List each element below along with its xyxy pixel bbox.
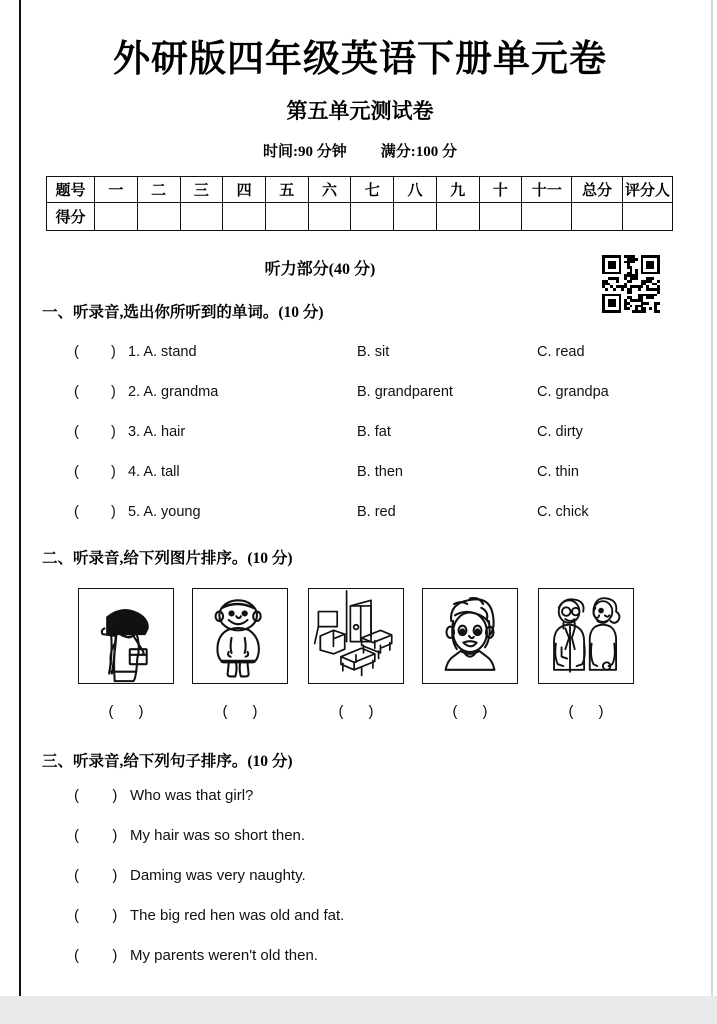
- score-table: [46, 176, 673, 231]
- question-1-option-row: [0, 464, 717, 486]
- score-table-score-label: 得分: [47, 203, 95, 231]
- option-c[interactable]: C. thin: [537, 464, 579, 480]
- girl-with-cap-and-bag-picture: [78, 588, 174, 684]
- question-2-answer-blanks: [0, 703, 717, 725]
- question-2-answer-blank[interactable]: ( ): [222, 703, 258, 720]
- answer-blank[interactable]: ( ): [74, 384, 116, 400]
- question-3-sentence-row: [0, 827, 717, 849]
- score-table-score-row: [47, 203, 673, 231]
- option-a[interactable]: 4. A. tall: [128, 464, 180, 480]
- score-table-header-row: [47, 177, 673, 203]
- option-c[interactable]: C. grandpa: [537, 384, 609, 400]
- sentence-text: My hair was so short then.: [130, 827, 306, 844]
- question-3-sentence-row: [0, 947, 717, 969]
- qr-module: [657, 310, 660, 313]
- score-table-score-cell[interactable]: [223, 203, 266, 231]
- answer-blank[interactable]: ( ): [74, 787, 118, 804]
- page-title: 外研版四年级英语下册单元卷: [113, 39, 607, 80]
- question-2-heading: 二、听录音,给下列图片排序。(10 分): [42, 550, 293, 567]
- answer-blank[interactable]: ( ): [74, 867, 118, 884]
- chubby-boy-picture: [192, 588, 288, 684]
- paper-meta: [40, 140, 680, 161]
- score-table-col-header: 十: [479, 177, 522, 203]
- page-subtitle: 第五单元测试卷: [286, 99, 434, 123]
- score-table-col-header: 十一: [522, 177, 572, 203]
- score-table-score-cell[interactable]: [308, 203, 351, 231]
- score-table-col-header: 一: [95, 177, 138, 203]
- question-1-heading: 一、听录音,选出你所听到的单词。(10 分): [42, 304, 324, 321]
- listening-part-banner: 听力部分(40 分): [264, 261, 376, 278]
- score-table-col-header: 三: [180, 177, 223, 203]
- total-score-label: 满分:100 分: [380, 144, 457, 160]
- question-2-answer-blank[interactable]: ( ): [568, 703, 604, 720]
- sentence-text: Who was that girl?: [130, 787, 254, 804]
- classroom-with-desks-picture: [308, 588, 404, 684]
- sentence-text: My parents weren't old then.: [130, 947, 318, 964]
- option-c[interactable]: C. read: [537, 344, 585, 360]
- score-table-score-cell[interactable]: [351, 203, 394, 231]
- question-2-answer-blank[interactable]: ( ): [338, 703, 374, 720]
- score-table-col-header: 四: [223, 177, 266, 203]
- score-table-score-cell[interactable]: [522, 203, 572, 231]
- question-1-option-row: [0, 424, 717, 446]
- score-table-score-cell[interactable]: [394, 203, 437, 231]
- score-table-score-cell[interactable]: [436, 203, 479, 231]
- answer-blank[interactable]: ( ): [74, 464, 116, 480]
- option-b[interactable]: B. grandparent: [357, 384, 453, 400]
- option-a[interactable]: 1. A. stand: [128, 344, 197, 360]
- question-3-sentence-row: [0, 787, 717, 809]
- score-table-score-cell[interactable]: [622, 203, 672, 231]
- two-adults-standing-picture: [538, 588, 634, 684]
- option-a[interactable]: 2. A. grandma: [128, 384, 219, 400]
- score-table-row-label: 题号: [47, 177, 95, 203]
- sentence-text: Daming was very naughty.: [130, 867, 306, 884]
- question-2-answer-blank[interactable]: ( ): [452, 703, 488, 720]
- score-table-score-cell[interactable]: [137, 203, 180, 231]
- qr-code-icon[interactable]: [602, 255, 660, 313]
- option-a[interactable]: 3. A. hair: [128, 424, 186, 440]
- score-table-score-cell[interactable]: [479, 203, 522, 231]
- score-table-col-header: 评分人: [622, 177, 672, 203]
- girl-face-curly-hair-picture: [422, 588, 518, 684]
- question-1-option-row: [0, 344, 717, 366]
- score-table-col-header: 五: [265, 177, 308, 203]
- question-3-heading: 三、听录音,给下列句子排序。(10 分): [42, 753, 293, 770]
- answer-blank[interactable]: ( ): [74, 947, 118, 964]
- option-c[interactable]: C. chick: [537, 504, 589, 520]
- sentence-text: The big red hen was old and fat.: [130, 907, 345, 924]
- option-c[interactable]: C. dirty: [537, 424, 583, 440]
- answer-blank[interactable]: ( ): [74, 504, 116, 520]
- question-1-option-row: [0, 504, 717, 526]
- option-b[interactable]: B. fat: [357, 424, 391, 440]
- question-3-sentence-row: [0, 907, 717, 929]
- answer-blank[interactable]: ( ): [74, 344, 116, 360]
- score-table-score-cell[interactable]: [95, 203, 138, 231]
- option-b[interactable]: B. then: [357, 464, 403, 480]
- score-table-col-header: 七: [351, 177, 394, 203]
- score-table-col-header: 总分: [572, 177, 622, 203]
- answer-blank[interactable]: ( ): [74, 827, 118, 844]
- question-3-sentence-row: [0, 867, 717, 889]
- score-table-col-header: 八: [394, 177, 437, 203]
- question-2-picture-strip: [0, 588, 717, 688]
- option-b[interactable]: B. sit: [357, 344, 390, 360]
- time-limit-label: 时间:90 分钟: [263, 144, 347, 160]
- score-table-col-header: 六: [308, 177, 351, 203]
- score-table-col-header: 二: [137, 177, 180, 203]
- option-a[interactable]: 5. A. young: [128, 504, 201, 520]
- score-table-score-cell[interactable]: [180, 203, 223, 231]
- question-2-answer-blank[interactable]: ( ): [108, 703, 144, 720]
- score-table-col-header: 九: [436, 177, 479, 203]
- question-1-option-row: [0, 384, 717, 406]
- answer-blank[interactable]: ( ): [74, 907, 118, 924]
- score-table-score-cell[interactable]: [265, 203, 308, 231]
- option-b[interactable]: B. red: [357, 504, 396, 520]
- answer-blank[interactable]: ( ): [74, 424, 116, 440]
- score-table-score-cell[interactable]: [572, 203, 622, 231]
